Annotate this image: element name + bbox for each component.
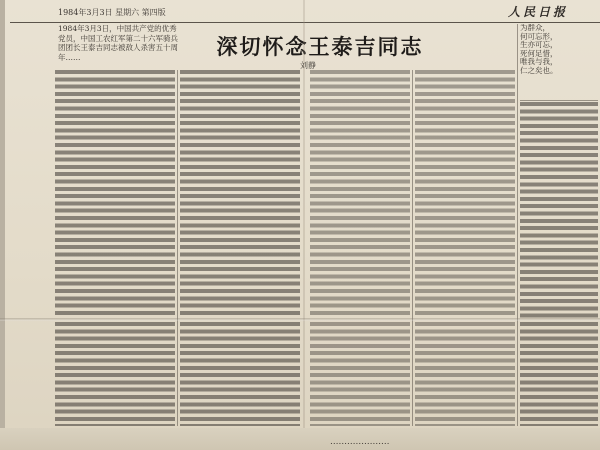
text-column [55, 70, 175, 318]
poem-line: 死何足惜， [520, 48, 558, 58]
text-column [520, 322, 598, 426]
text-column [415, 322, 515, 426]
dateline: 1984年3月3日 星期六 第四版 [58, 8, 166, 17]
text-column [180, 322, 300, 426]
text-column [55, 322, 175, 426]
section-rule [520, 100, 598, 101]
fold-crease [0, 318, 600, 321]
fold-crease [303, 0, 305, 450]
poem-line: 为群众， [520, 24, 550, 32]
text-column [520, 102, 598, 318]
masthead: 人民日报 [508, 5, 569, 19]
page-edge [0, 0, 5, 450]
article-lead: 1984年3月3日，中国共产党的优秀党员，中国工农红军第二十六军骑兵团团长王泰吉同志被敌人杀害五十周年…… [58, 24, 178, 62]
poem-column [520, 24, 600, 100]
bottom-text: ………………… [330, 437, 390, 447]
column-rule [177, 70, 178, 426]
text-column [415, 70, 515, 318]
article-byline: 刘静 [300, 61, 316, 70]
poem-line: 唯我与我， [520, 57, 558, 67]
poem-line: 仁之矣也。 [520, 65, 558, 75]
article-title: 深切怀念王泰吉同志 [216, 34, 424, 59]
text-column [310, 70, 410, 318]
text-column [180, 70, 300, 318]
header-rule [10, 22, 600, 23]
text-column [310, 322, 410, 426]
poem-line: 生亦可忘， [520, 40, 558, 50]
poem-line: 何可忘形， [520, 31, 558, 41]
column-rule [517, 24, 518, 426]
column-rule [412, 70, 413, 426]
